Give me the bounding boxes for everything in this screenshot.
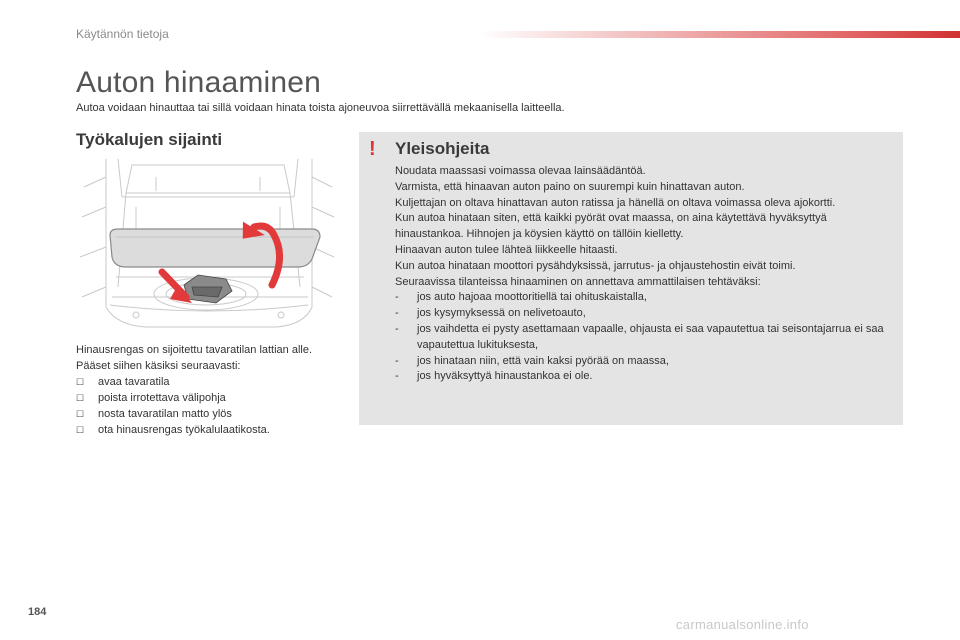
list-item: - jos kysymyksessä on nelivetoauto, [395,307,586,320]
general-heading: Yleisohjeita [395,139,490,158]
watermark: carmanualsonline.info [676,617,809,632]
general-line: Seuraavissa tilanteissa hinaaminen on annettava ammattilaisen tehtäväksi: [395,275,761,288]
page-number: 184 [28,606,47,618]
general-line: Kun autoa hinataan siten, että kaikki pyörät ovat maassa, on aina käytettävä hyväksyttyä hinaustankoa. Hihnojen ja köysien käyttö on tällöin kielletty. [395,212,827,241]
warning-icon: ! [369,138,376,160]
ballot-box-icon: ☐ [76,393,85,403]
tools-instructions [76,342,356,438]
list-item: ☐ ota hinausrengas työkalulaatikosta. [76,424,270,436]
general-instructions-box [359,132,903,425]
header-gradient-bar [480,31,960,38]
professional-cases [395,290,895,385]
ballot-box-icon: ☐ [76,377,85,387]
tools-paragraph-1: Hinausrengas on sijoitettu tavaratilan lattian alle. [76,344,313,356]
ballot-box-icon: ☐ [76,409,85,419]
page-title: Auton hinaaminen [76,66,322,99]
list-item: ☐ nosta tavaratilan matto ylös [76,408,232,420]
ballot-box-icon: ☐ [76,425,85,435]
tools-paragraph-2: Pääset siihen käsiksi seuraavasti: [76,360,241,372]
general-line: Hinaavan auton tulee lähteä liikkeelle hitaasti. [395,243,618,256]
general-body [395,164,895,385]
list-item: - jos hyväksyttyä hinaustankoa ei ole. [395,370,593,383]
list-item: - jos hinataan niin, että vain kaksi pyörää on maassa, [395,354,669,367]
list-item: ☐ poista irrotettava välipohja [76,392,226,404]
intro-text: Autoa voidaan hinauttaa tai sillä voidaan hinata toista ajoneuvoa siirrettävällä mekaanisella laitteella. [76,102,565,114]
list-item: - jos vaihdetta ei pysty asettamaan vapaalle, ohjausta ei saa vapautettua tai seisontajarrua ei saa vapautettua lukituksesta, [395,322,884,351]
section-label: Käytännön tietoja [76,27,169,41]
tools-heading: Työkalujen sijainti [76,130,223,149]
tools-steps [76,374,356,438]
general-line: Varmista, että hinaavan auton paino on suurempi kuin hinattavan auton. [395,180,745,193]
trunk-illustration [76,157,336,329]
list-item: ☐ avaa tavaratila [76,376,170,388]
list-item: - jos auto hajoaa moottoritiellä tai ohituskaistalla, [395,291,647,304]
general-line: Noudata maassasi voimassa olevaa lainsäädäntöä. [395,165,646,177]
general-line: Kun autoa hinataan moottori pysähdyksissä, jarrutus- ja ohjaustehostin eivät toimi. [395,259,796,272]
general-line: Kuljettajan on oltava hinattavan auton ratissa ja hänellä on oltava voimassa oleva ajokortti. [395,196,836,209]
